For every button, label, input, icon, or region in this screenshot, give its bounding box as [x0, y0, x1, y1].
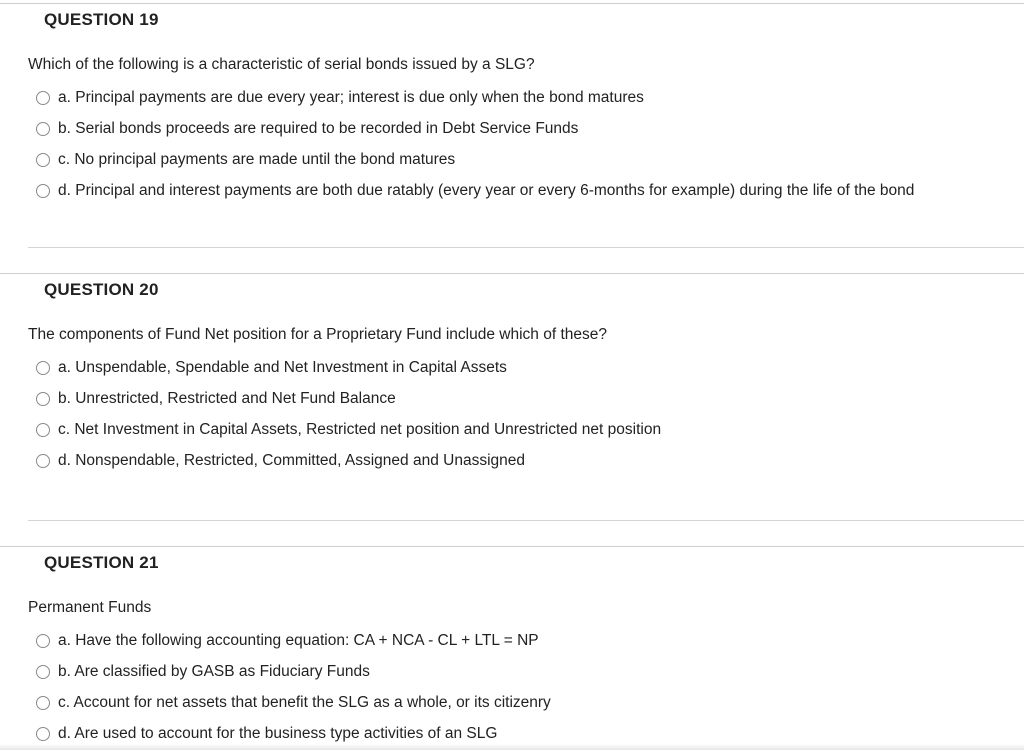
question-text: Permanent Funds [28, 599, 152, 616]
question-divider [28, 247, 1024, 248]
answer-label: a. Have the following accounting equation: CA + NCA - CL + LTL = NP [58, 631, 539, 649]
answer-option-c[interactable] [36, 414, 661, 445]
radio-button[interactable] [36, 122, 50, 136]
question-21-block [0, 546, 1024, 751]
answer-option-c[interactable] [36, 144, 914, 175]
radio-button[interactable] [36, 91, 50, 105]
answer-option-d[interactable] [36, 175, 914, 206]
radio-button[interactable] [36, 392, 50, 406]
answer-label: a. Principal payments are due every year; interest is due only when the bond matures [58, 88, 644, 106]
answer-label: d. Are used to account for the business type activities of an SLG [58, 724, 498, 742]
answer-label: b. Unrestricted, Restricted and Net Fund Balance [58, 389, 396, 407]
answer-option-a[interactable] [36, 352, 661, 383]
answer-label: c. Account for net assets that benefit the SLG as a whole, or its citizenry [58, 693, 551, 711]
question-20-block [0, 273, 1024, 521]
radio-button[interactable] [36, 727, 50, 741]
answer-label: b. Serial bonds proceeds are required to be recorded in Debt Service Funds [58, 119, 579, 137]
answer-label: c. Net Investment in Capital Assets, Restricted net position and Unrestricted net position [58, 420, 662, 438]
radio-button[interactable] [36, 665, 50, 679]
radio-button[interactable] [36, 696, 50, 710]
answer-label: c. No principal payments are made until the bond matures [58, 150, 456, 168]
radio-button[interactable] [36, 361, 50, 375]
answer-options [36, 352, 661, 476]
radio-button[interactable] [36, 634, 50, 648]
question-title: QUESTION 19 [44, 10, 159, 29]
answer-label: b. Are classified by GASB as Fiduciary Funds [58, 662, 370, 680]
answer-option-b[interactable] [36, 656, 551, 687]
question-divider [28, 520, 1024, 521]
answer-option-a[interactable] [36, 625, 551, 656]
bottom-scroll-edge [0, 744, 1024, 750]
answer-options [36, 625, 551, 749]
answer-option-b[interactable] [36, 383, 661, 414]
radio-button[interactable] [36, 454, 50, 468]
question-title: QUESTION 21 [44, 553, 159, 572]
question-title: QUESTION 20 [44, 280, 159, 299]
answer-option-a[interactable] [36, 82, 914, 113]
answer-option-d[interactable] [36, 445, 661, 476]
answer-label: d. Principal and interest payments are both due ratably (every year or every 6-months for example) during the life of the bond [58, 181, 915, 199]
answer-option-b[interactable] [36, 113, 914, 144]
radio-button[interactable] [36, 184, 50, 198]
question-text: The components of Fund Net position for a Proprietary Fund include which of these? [28, 326, 607, 343]
answer-options [36, 82, 914, 206]
radio-button[interactable] [36, 423, 50, 437]
answer-label: a. Unspendable, Spendable and Net Investment in Capital Assets [58, 358, 507, 376]
answer-option-c[interactable] [36, 687, 551, 718]
answer-label: d. Nonspendable, Restricted, Committed, Assigned and Unassigned [58, 451, 525, 469]
question-19-block [0, 3, 1024, 248]
radio-button[interactable] [36, 153, 50, 167]
question-text: Which of the following is a characteristic of serial bonds issued by a SLG? [28, 56, 535, 73]
